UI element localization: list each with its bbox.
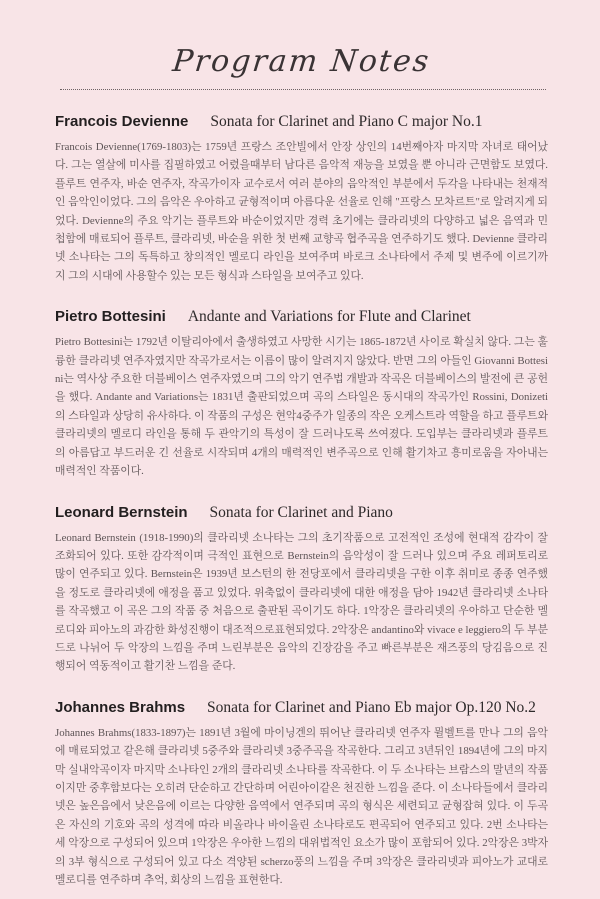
work-title: Sonata for Clarinet and Piano C major No.1 [210,113,483,130]
section-heading [55,504,548,522]
section-heading [55,699,548,717]
program-note-text: Pietro Bottesini는 1792년 이탈리아에서 출생하였고 사망한 시기는 1865-1872년 사이로 확실치 않다. 그는 훌륭한 클라리넷 연주자였지만 작곡가로서는 이름이 많이 알려지지 않았다. 반면 그의 아들인 Giovanni Bottesini는 역사상 주요한 더블베이스 연주자였으며 그의 악기 연주법 개발과 작곡은 더블베이스의 발전에 큰 공헌을 했다. Andante and Variations는 1831년 출판되었으며 곡의 스타일은 동시대의 작곡가인 Rossini, Donizeti의 스타일과 상당히 유사하다. 이 작품의 구성은 현악4중주가 일종의 작은 오케스트라 역할을 하고 플루트와 클라리넷의 멜로디 라인을 통해 두 관악기의 특성이 잘 드러나도록 쓰여졌다. 도입부는 클라리넷과 플루트의 아름답고 부드러운 긴 선율로 시작되며 4개의 매력적인 변주곡으로 인해 활기차고 흥미로움을 자아내는 매력적인 작품이다. [55,336,548,478]
composer-name: Leonard Bernstein [55,503,188,521]
section-devienne [55,113,548,285]
work-title: Sonata for Clarinet and Piano [209,503,393,521]
title-divider [60,89,546,90]
composer-name: Johannes Brahms [55,698,186,716]
section-bernstein [55,504,548,676]
work-title: Sonata for Clarinet and Piano Eb major Op.120 No.2 [207,698,536,716]
program-notes-page [0,44,600,899]
composer-name: Francois Devienne [55,113,189,130]
page-title: Program Notes [170,44,433,79]
section-heading [55,308,548,326]
composer-name: Pietro Bottesini [55,308,166,326]
program-note-text: Johannes Brahms(1833-1897)는 1891년 3월에 마이닝겐의 뛰어난 클라리넷 연주자 뮐벨트를 만나 그의 음악에 매료되었고 같은해 클라리넷 5중주와 클라리넷 3중주곡을 작곡한다. 그리고 3년뒤인 1894년에 그의 마지막 실내악곡이자 마지막 소나타인 2개의 클라리넷 소나타를 작곡한다. 이 두 소나타는 브람스의 말년의 작품이지만 중후함보다는 오히려 단순하고 간단하며 어린아이같은 천진한 느낌을 준다. 이 소나타들에서 클라리넷은 높은음에서 낮은음에 이르는 다양한 음역에서 연주되며 곡의 형식은 세련되고 균형잡혀 있다. 이 두곡은 자신의 기호와 곡의 성격에 따라 비올라나 바이올린 소나타로도 편곡되어 연주되고 있다. 2번 소나타는 세 악장으로 구성되어 있으며 1악장은 우아한 느낌의 대위법적인 요소가 많이 포함되어 있다. 2악장은 3박자의 3부 형식으로 구성되어 있고 다소 격양된 scherzo풍의 느낌을 주며 3악장은 클라리넷과 피아노가 교대로 멜로디를 연주하며 추억, 회상의 느낌을 표현한다. [55,726,549,886]
section-brahms [55,699,548,890]
work-title: Andante and Variations for Flute and Clarinet [187,308,471,326]
section-bottesini [55,308,548,480]
section-heading [55,113,548,131]
program-note-text: Francois Devienne(1769-1803)는 1759년 프랑스 조안빌에서 안장 상인의 14번째아자 마지막 자녀로 태어났다. 그는 열살에 미사를 집필하였고 어렸을때부터 남다른 음악적 재능을 보였을 뿐 아니라 근면함도 보였다. 플루트 연주자, 바순 연주자, 작곡가이자 교수로서 여러 분야의 음악적인 부분에서 두각을 나타내는 천재적인 음악인이었다. 그의 음악은 우아하고 균형적이며 아름다운 선율로 인해 "프랑스 모차르트"로 알려지게 되었다. Devienne의 주요 악기는 플루트와 바순이었지만 경력 초기에는 클라리넷의 다양하고 넓은 음역과 민첩함에 매료되어 플루트, 클라리넷, 바순을 위한 첫 번째 교향곡 협주곡을 연주하기도 했다. Devienne 클라리넷 소나타는 그의 독특하고 창의적인 멜로디 라인을 보여주며 바로크 소나타에서 주제 및 변주에 이르기까지 그의 시대에 사용할수 있는 모든 형식과 스타일을 보여주고 있다. [55,141,548,282]
program-note-text: Leonard Bernstein (1918-1990)의 클라리넷 소나타는 그의 초기작품으로 고전적인 조성에 현대적 감각이 잘 조화되어 있다. 또한 감각적이며 극적인 표현으로 Bernstein의 음악성이 잘 드러나 있으며 주요 레퍼토리로 많이 연주되고 있다. Bernstein은 1939년 보스턴의 한 전당포에서 클라리넷을 구한 이후 취미로 종종 연주했을 정도로 클라리넷에 애정을 품고 있었다. 위축없이 클라리넷에 대한 애정을 담아 1942년 클라리넷 소나타를 작곡했고 이 곡은 그의 작품 중 처음으로 출판된 곡이기도 하다. 1악장은 클라리넷의 우아하고 단순한 멜로디와 피아노의 과감한 화성진행이 대조적으로표현되었다. 2악장은 andantino와 vivace e leggiero의 두 부분드로 나뉘어 두 악장의 느낌을 주며 느린부분은 음악의 긴장감을 주고 빠른부분은 재즈풍의 당김음으로 진행되어 역동적이고 활기찬 느낌을 준다. [55,531,549,673]
